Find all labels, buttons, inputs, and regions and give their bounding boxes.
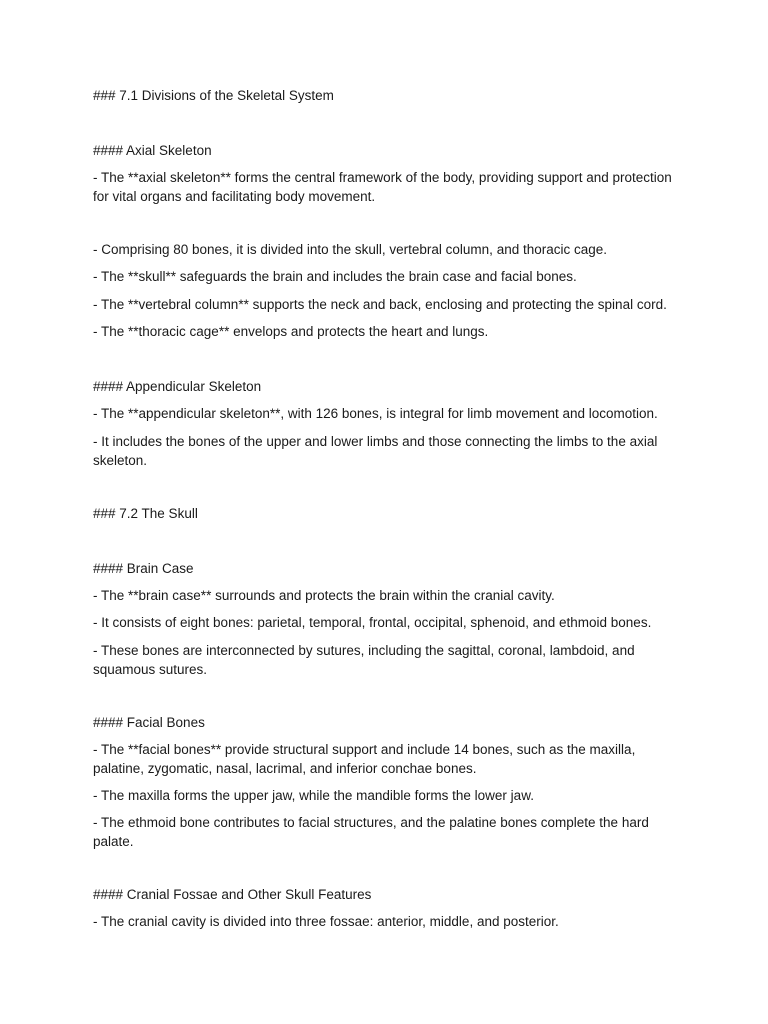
subheading-brain-case: #### Brain Case [93,561,194,576]
paragraph-vertebral-column: - The **vertebral column** supports the neck and back, enclosing and protecting the spinal cord. [93,297,667,312]
paragraph-three-fossae: - The cranial cavity is divided into three fossae: anterior, middle, and posterior. [93,914,559,929]
paragraph-sutures: - These bones are interconnected by sutures, including the sagittal, coronal, lambdoid, and squamous sutures. [93,643,635,677]
paragraph-appendicular-limbs: - It includes the bones of the upper and lower limbs and those connecting the limbs to the axial skeleton. [93,434,658,468]
subheading-axial-skeleton: #### Axial Skeleton [93,143,212,158]
paragraph-maxilla-mandible: - The maxilla forms the upper jaw, while the mandible forms the lower jaw. [93,788,534,803]
subheading-cranial-fossae: #### Cranial Fossae and Other Skull Features [93,887,372,902]
paragraph-facial-bones-def: - The **facial bones** provide structural support and include 14 bones, such as the maxilla, palatine, zygomatic, nasal, lacrimal, and inferior conchae bones. [93,742,636,776]
paragraph-ethmoid-palatine: - The ethmoid bone contributes to facial structures, and the palatine bones complete the hard palate. [93,815,649,849]
heading-the-skull: ### 7.2 The Skull [93,506,198,521]
paragraph-eight-bones: - It consists of eight bones: parietal, temporal, frontal, occipital, sphenoid, and ethmoid bones. [93,615,652,630]
paragraph-skull: - The **skull** safeguards the brain and includes the brain case and facial bones. [93,269,577,284]
heading-divisions: ### 7.1 Divisions of the Skeletal System [93,88,334,103]
paragraph-axial-definition: - The **axial skeleton** forms the central framework of the body, providing support and protection for vital organs and facilitating body movement. [93,170,672,204]
paragraph-appendicular-def: - The **appendicular skeleton**, with 126 bones, is integral for limb movement and locomotion. [93,406,658,421]
paragraph-thoracic-cage: - The **thoracic cage** envelops and protects the heart and lungs. [93,324,489,339]
subheading-appendicular: #### Appendicular Skeleton [93,379,262,394]
subheading-facial-bones: #### Facial Bones [93,715,205,730]
paragraph-axial-bones: - Comprising 80 bones, it is divided into the skull, vertebral column, and thoracic cage. [93,242,608,257]
paragraph-brain-case-def: - The **brain case** surrounds and protects the brain within the cranial cavity. [93,588,555,603]
